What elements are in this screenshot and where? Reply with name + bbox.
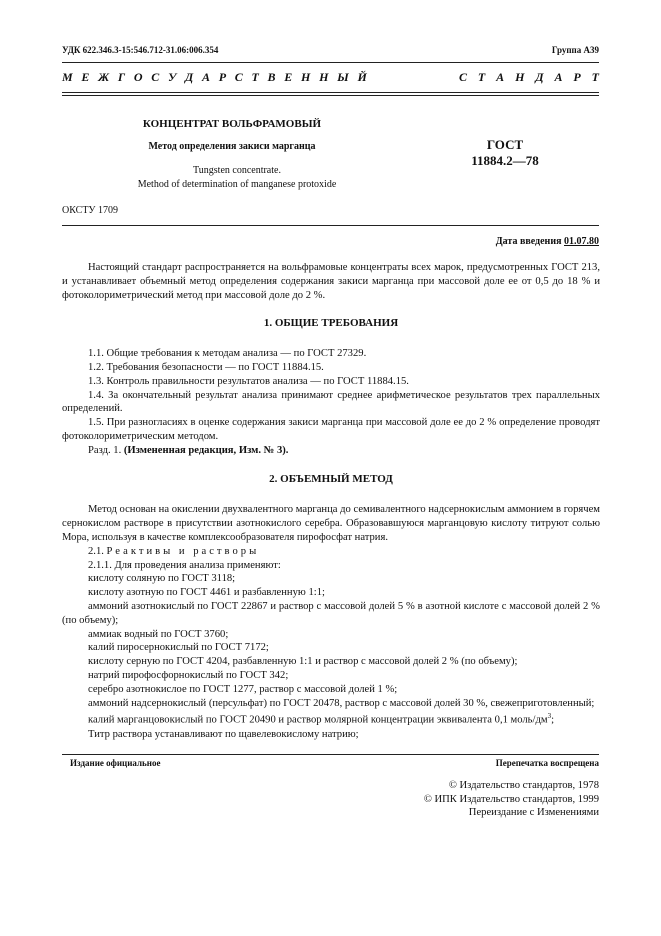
banner-letter: Е [284,70,293,84]
banner-letter: А [201,70,210,84]
reagent-item: аммоний надсернокислый (персульфат) по ГОСТ 20478, раствор с массовой долей 30 %, свежеприготовленный; [88,697,595,709]
banner-letter: Н [319,70,329,84]
okstu-code: ОКСТУ 1709 [62,205,119,216]
date-value: 01.07.80 [564,236,599,247]
banner-letter: Н [301,70,311,84]
clause-1-3: 1.3. Контроль правильности результатов анализа — по ГОСТ 11884.15. [88,375,409,387]
reagent-item: калий пиросернокислый по ГОСТ 7172; [88,642,269,654]
top-rule [62,62,599,63]
english-title [62,164,412,192]
banner-letter: А [496,70,505,84]
banner-letter: Р [573,70,581,84]
banner-letter: У [167,70,177,84]
banner-letter: Г [117,70,126,84]
clause-2-1-number: 2.1. [88,545,104,557]
gost-designation [440,137,570,169]
udk-code: УДК 622.346.3-15:546.712-31.06:006.354 [62,45,219,55]
banner-letter: С [151,70,160,84]
reagent-item: аммоний азотнокислый по ГОСТ 22867 и раствор с массовой долей 5 % в азотной кислоте с массовой долей 2 % (по объему); [62,600,600,626]
edit-note-prefix: Разд. 1. [88,444,122,456]
reagent-item-permanganate [62,710,600,727]
edit-note-bold: (Измененная редакция, Изм. № 3). [123,444,289,456]
copyright-1999: © ИПК Издательство стандартов, 1999 [423,793,599,805]
method-principle: Метод основан на окислении двухвалентного марганца до семивалентного надсернокислым аммонием в горячем сернокислом растворе в присутствии азотнокислого серебра. Образовавшуюся марганцовую кислоту титруют солью Мора, используя в качестве комплексообразователя пирофосфат натрия. [62,504,600,543]
banner-letter: А [554,70,563,84]
introduction-date [496,236,599,247]
reagent-item: кислоту соляную по ГОСТ 3118; [88,573,236,585]
banner-letter: Д [535,70,544,84]
copyright-block [424,779,599,820]
section-1-edit-note [62,444,600,458]
date-label: Дата введения [495,236,562,247]
banner-letter: С [234,70,243,84]
banner-rule-1 [62,92,599,93]
intro-paragraph: Настоящий стандарт распространяется на вольфрамовые концентраты всех марок, предусмотренных ГОСТ 213, и устанавливает объемный метод определения содержания закиси марганца при массовой доле ее от 0,5 до 18 % и фотоколориметрический метод при массовой доле до 2 %. [62,262,600,301]
reagents-heading: Реактивы и растворы [106,545,260,557]
banner-letter: Т [251,70,259,84]
reagent-item: серебро азотнокислое по ГОСТ 1277, раствор с массовой долей 1 %; [88,683,398,695]
clause-2-1-1: 2.1.1. Для проведения анализа применяют: [88,559,281,571]
gost-label: ГОСТ [486,137,524,152]
clause-1-1: 1.1. Общие требования к методам анализа — по ГОСТ 27329. [88,348,367,360]
reagent-item: натрий пирофосфорнокислый по ГОСТ 342; [88,669,289,681]
clause-1-2: 1.2. Требования безопасности — по ГОСТ 11884.15. [88,361,324,373]
reagent-item: аммиак водный по ГОСТ 3760; [88,628,229,640]
english-title-line-1: Tungsten concentrate. [193,165,281,176]
banner-letter: Т [477,70,486,84]
interstate-standard-banner [62,70,599,85]
banner-letter: В [267,70,276,84]
section-2-title: 2. ОБЪЕМНЫЙ МЕТОД [269,472,393,485]
official-edition: Издание официальное [70,758,161,768]
banner-letter: Д [185,70,194,84]
banner-letter: Й [357,70,367,84]
banner-letter: Н [515,70,525,84]
reagent-item: кислоту азотную по ГОСТ 4461 и разбавленную 1:1; [88,587,325,599]
permanganate-text: калий марганцовокислый по ГОСТ 20490 и раствор молярной концентрации эквивалента 0,1 моль/дм [88,714,548,726]
reprint-prohibited: Перепечатка воспрещена [495,758,599,768]
banner-letter: С [459,70,468,84]
banner-letter: Р [218,70,227,84]
document-subtitle: Метод определения закиси марганца [148,141,316,152]
copyright-1978: © Издательство стандартов, 1978 [448,780,599,791]
banner-letter: М [62,70,73,84]
reissue-note: Переиздание с Изменениями [468,807,599,818]
banner-word-2 [459,70,599,85]
clause-1-5: 1.5. При разногласиях в оценке содержания закиси марганца при массовой доле ее до 2 % определение проводят фотоколориметрическим методом. [62,417,600,442]
permanganate-end: ; [551,714,555,726]
banner-word-1 [62,70,367,85]
banner-letter: Е [81,70,90,84]
main-body [62,261,600,741]
footer-rule [62,754,599,755]
clause-2-1 [62,545,600,559]
english-title-line-2: Method of determination of manganese protoxide [137,179,337,190]
banner-letter: О [133,70,143,84]
clause-1-4: 1.4. За окончательный результат анализа принимают среднее арифметическое результатов трех параллельных определений. [62,389,600,415]
banner-rule-2 [62,95,599,96]
reagent-item: кислоту серную по ГОСТ 4204, разбавленную 1:1 и раствор с массовой долей 2 % (по объему); [88,656,518,668]
section-1-title: 1. ОБЩИЕ ТРЕБОВАНИЯ [263,317,399,330]
gost-number: 11884.2—78 [471,153,539,168]
titer-note: Титр раствора устанавливают по щавелевокислому натрию; [88,728,359,740]
banner-letter: Ж [98,70,110,84]
group-code: Группа А39 [551,45,599,55]
banner-letter: Ы [337,70,349,84]
okstu-rule [62,225,599,226]
document-title: КОНЦЕНТРАТ ВОЛЬФРАМОВЫЙ [142,118,322,130]
banner-letter: Т [591,70,599,84]
reagent-list [62,572,600,710]
permanganate-sup: 3 [547,712,552,721]
